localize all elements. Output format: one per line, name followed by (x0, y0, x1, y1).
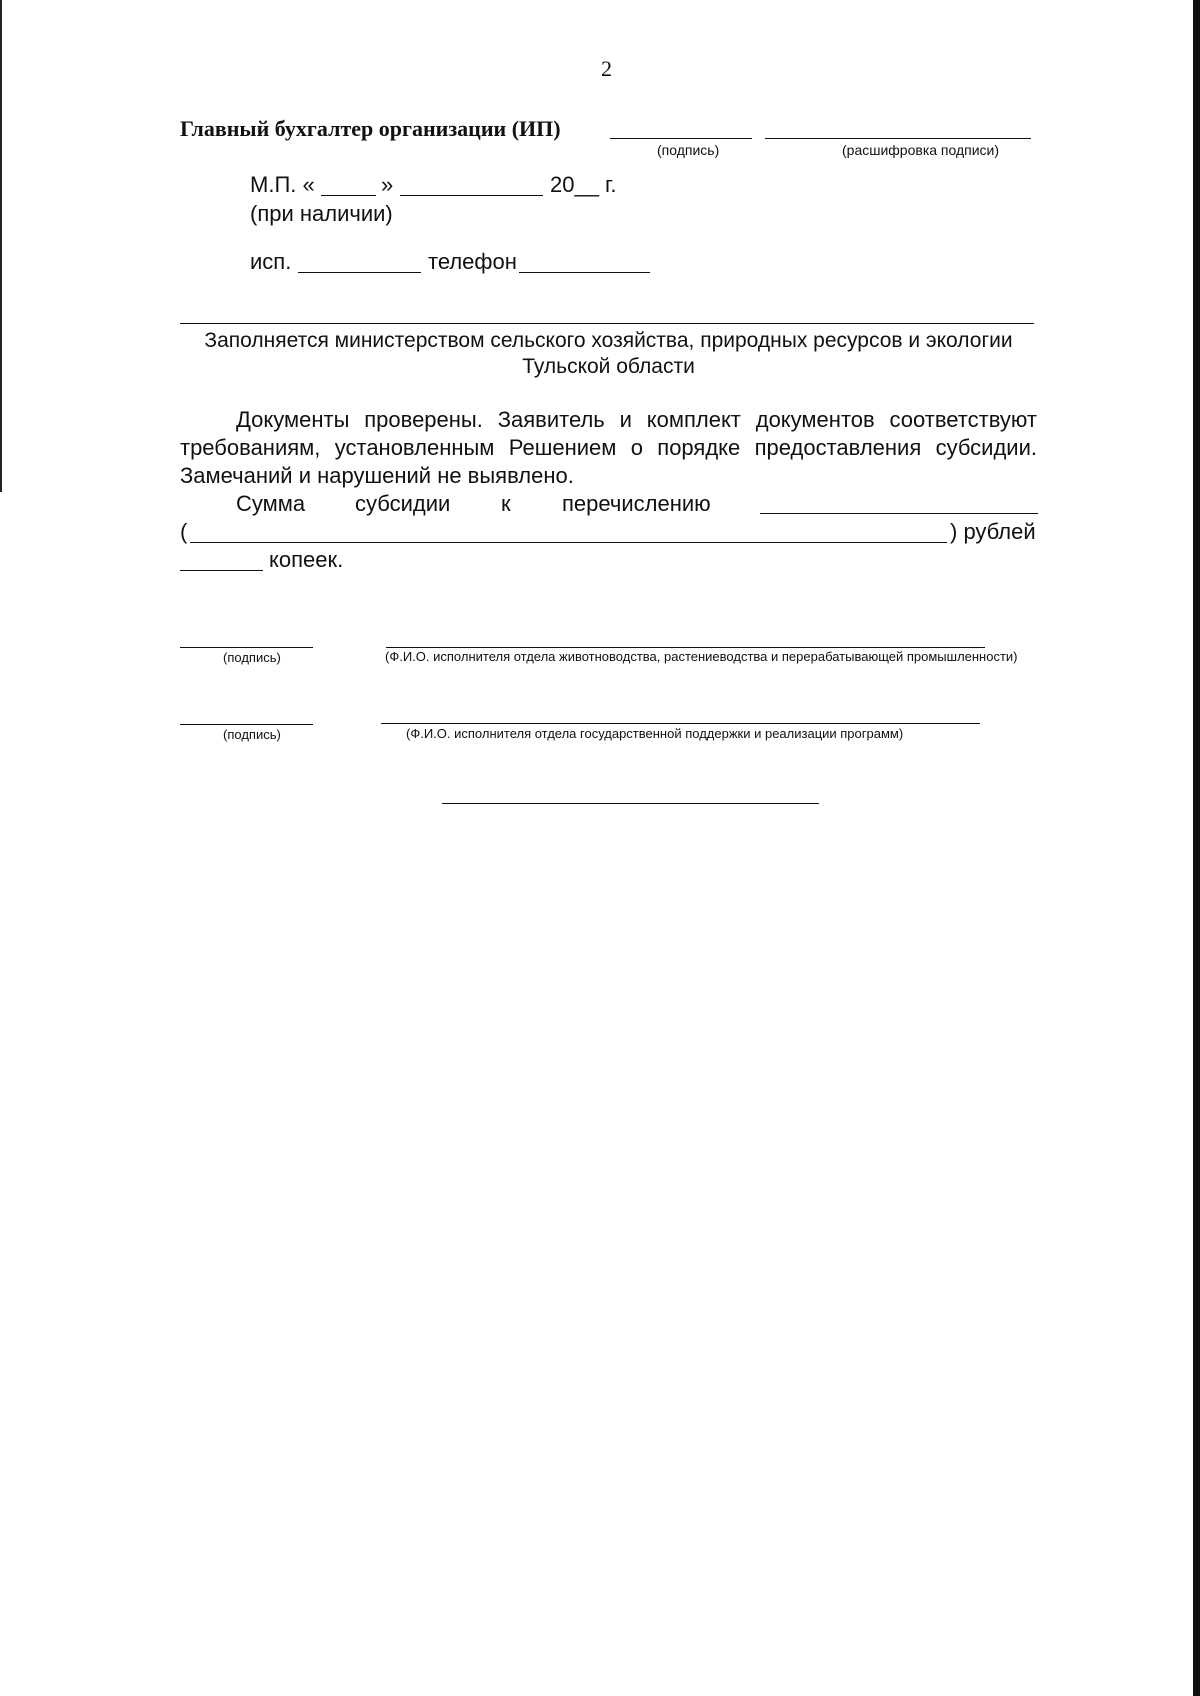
year-label: 20__ г. (550, 172, 617, 197)
sum-words-line[interactable] (190, 542, 947, 543)
seal-note: (при наличии) (250, 201, 393, 226)
fio-1-caption: (Ф.И.О. исполнителя отдела животноводства, растениеводства и перерабатывающей промышленности) (385, 649, 1018, 664)
signature-1-line[interactable] (180, 647, 313, 648)
signature-caption: (подпись) (657, 142, 720, 158)
chief-accountant-label: Главный бухгалтер организации (ИП) (180, 116, 561, 141)
seal-mp-label: М.П. « (250, 172, 315, 197)
signature-line[interactable] (610, 138, 752, 139)
section-separator (180, 323, 1034, 324)
rubles-label: ) рублей (950, 519, 1036, 544)
fio-2-caption: (Ф.И.О. исполнителя отдела государственной поддержки и реализации программ) (406, 726, 904, 741)
ministry-line-2: Тульской области (522, 355, 695, 378)
phone-label: телефон (428, 249, 517, 274)
sum-word-3: к (501, 491, 511, 516)
sum-word-4: перечислению (562, 491, 711, 516)
executor-label: исп. (250, 249, 292, 274)
scan-right-edge (1193, 0, 1200, 1696)
sum-word-2: субсидии (355, 491, 451, 516)
signature-1-caption: (подпись) (223, 650, 281, 665)
seal-quote-close: » (381, 172, 394, 197)
day-field-line[interactable] (321, 195, 376, 196)
signature-2-caption: (подпись) (223, 727, 281, 742)
signature-decode-caption: (расшифровка подписи) (842, 142, 1000, 158)
signature-decode-line[interactable] (765, 138, 1031, 139)
signature-2-line[interactable] (180, 724, 313, 725)
ministry-line-1: Заполняется министерством сельского хозяйства, природных ресурсов и экологии (204, 329, 1013, 352)
fio-1-line[interactable] (386, 647, 985, 648)
fio-2-line[interactable] (381, 723, 980, 724)
closing-rule (442, 803, 819, 804)
page-number: 2 (601, 56, 612, 81)
sum-figures-line[interactable] (760, 513, 1038, 514)
month-field-line[interactable] (400, 195, 543, 196)
executor-field-line[interactable] (298, 272, 421, 273)
documents-checked-paragraph: Документы проверены. Заявитель и комплект документов соответствуют требованиям, установленным Решением о порядке предоставления субсидии. Замечаний и нарушений не выявлено. (180, 407, 1037, 488)
kopecks-field-line[interactable] (180, 570, 263, 571)
sum-word-1: Сумма (236, 491, 306, 516)
sum-open-paren: ( (180, 519, 188, 544)
kopecks-label: копеек. (269, 547, 344, 572)
phone-field-line[interactable] (519, 272, 650, 273)
scan-left-edge (0, 0, 2, 492)
